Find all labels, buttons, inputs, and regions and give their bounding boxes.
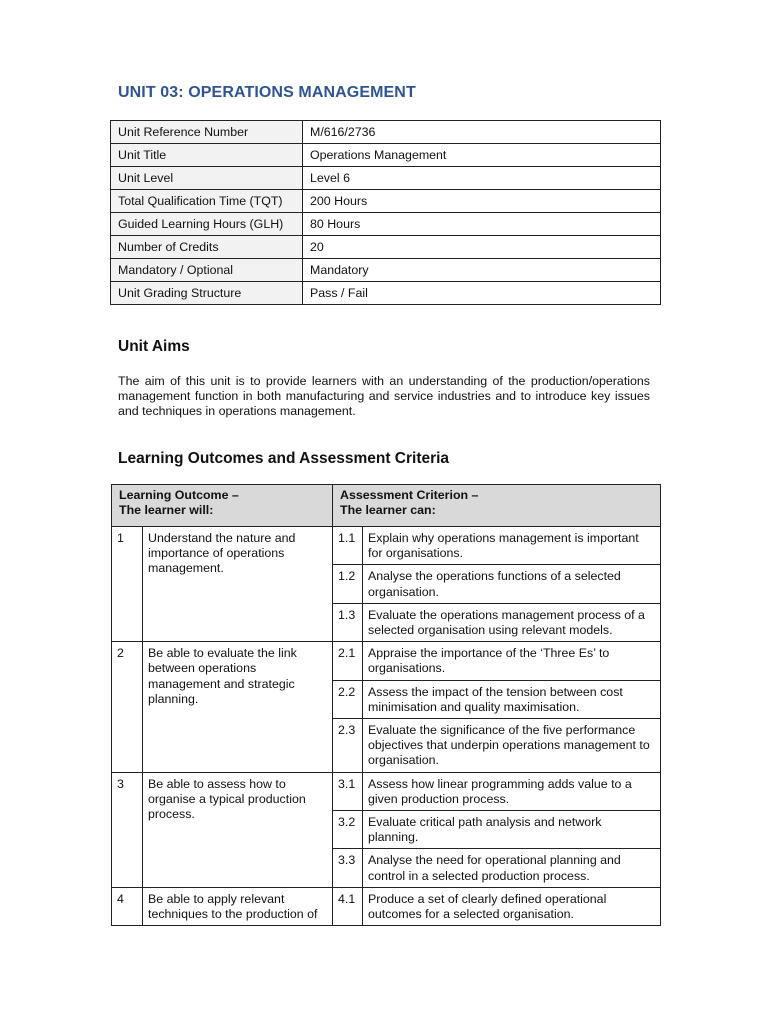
outcome-text: Be able to apply relevant techniques to the production of — [143, 887, 333, 925]
table-header-row — [112, 485, 661, 527]
table-row — [112, 527, 661, 565]
learning-outcomes-table — [111, 484, 661, 926]
outcome-number: 1 — [112, 527, 143, 642]
criterion-text: Assess how linear programming adds value to a given production process. — [363, 772, 661, 810]
header-line: Learning Outcome – — [119, 488, 239, 502]
criterion-text: Explain why operations management is important for organisations. — [363, 527, 661, 565]
learning-outcomes-heading: Learning Outcomes and Assessment Criteria — [118, 450, 450, 467]
info-row — [111, 190, 661, 213]
outcome-text: Be able to evaluate the link between operations management and strategic planning. — [143, 642, 333, 772]
outcome-text: Understand the nature and importance of operations management. — [143, 527, 333, 642]
info-row — [111, 167, 661, 190]
criterion-text: Analyse the operations functions of a selected organisation. — [363, 565, 661, 603]
unit-aims-heading: Unit Aims — [118, 338, 190, 355]
criterion-number: 3.2 — [333, 811, 363, 849]
criterion-number: 2.1 — [333, 642, 363, 680]
info-label: Unit Level — [111, 167, 303, 190]
criterion-text: Assess the impact of the tension between cost minimisation and quality maximisation. — [363, 680, 661, 718]
criterion-text: Evaluate the operations management process of a selected organisation using relevant models. — [363, 603, 661, 641]
criterion-text: Produce a set of clearly defined operational outcomes for a selected organisation. — [363, 887, 661, 925]
unit-title: UNIT 03: OPERATIONS MANAGEMENT — [118, 84, 416, 101]
outcome-number: 3 — [112, 772, 143, 887]
info-label: Unit Grading Structure — [111, 282, 303, 305]
criterion-number: 2.3 — [333, 719, 363, 773]
info-value: 20 — [303, 236, 661, 259]
info-value: 200 Hours — [303, 190, 661, 213]
info-label: Mandatory / Optional — [111, 259, 303, 282]
outcome-number: 2 — [112, 642, 143, 772]
info-row — [111, 282, 661, 305]
info-value: Mandatory — [303, 259, 661, 282]
header-line: The learner can: — [340, 503, 436, 518]
info-value: M/616/2736 — [303, 121, 661, 144]
info-row — [111, 259, 661, 282]
unit-info-table — [110, 120, 661, 305]
info-value: Level 6 — [303, 167, 661, 190]
info-label: Unit Title — [111, 144, 303, 167]
criterion-text: Evaluate critical path analysis and network planning. — [363, 811, 661, 849]
criterion-number: 1.1 — [333, 527, 363, 565]
info-label: Number of Credits — [111, 236, 303, 259]
criterion-text: Evaluate the significance of the five performance objectives that underpin operations management to organisation. — [363, 719, 661, 773]
outcome-number: 4 — [112, 887, 143, 925]
criterion-text: Analyse the need for operational planning and control in a selected production process. — [363, 849, 661, 887]
header-line: The learner will: — [119, 503, 214, 518]
info-label: Guided Learning Hours (GLH) — [111, 213, 303, 236]
info-value: Pass / Fail — [303, 282, 661, 305]
criterion-number: 3.3 — [333, 849, 363, 887]
table-row — [112, 887, 661, 925]
criterion-number: 4.1 — [333, 887, 363, 925]
info-row — [111, 236, 661, 259]
outcome-text: Be able to assess how to organise a typical production process. — [143, 772, 333, 887]
info-label: Unit Reference Number — [111, 121, 303, 144]
table-row — [112, 642, 661, 680]
assessment-criterion-header — [333, 485, 661, 527]
info-row — [111, 121, 661, 144]
info-value: Operations Management — [303, 144, 661, 167]
criterion-text: Appraise the importance of the ‘Three Es’ to organisations. — [363, 642, 661, 680]
criterion-number: 1.3 — [333, 603, 363, 641]
info-value: 80 Hours — [303, 213, 661, 236]
learning-outcome-header — [112, 485, 333, 527]
unit-aims-text: The aim of this unit is to provide learners with an understanding of the production/operations management function in both manufacturing and service industries and to introduce key issues and techniques in operations management. — [118, 374, 650, 419]
header-line: Assessment Criterion – — [340, 488, 479, 502]
criterion-number: 1.2 — [333, 565, 363, 603]
info-row — [111, 144, 661, 167]
info-label: Total Qualification Time (TQT) — [111, 190, 303, 213]
info-row — [111, 213, 661, 236]
criterion-number: 3.1 — [333, 772, 363, 810]
criterion-number: 2.2 — [333, 680, 363, 718]
table-row — [112, 772, 661, 810]
